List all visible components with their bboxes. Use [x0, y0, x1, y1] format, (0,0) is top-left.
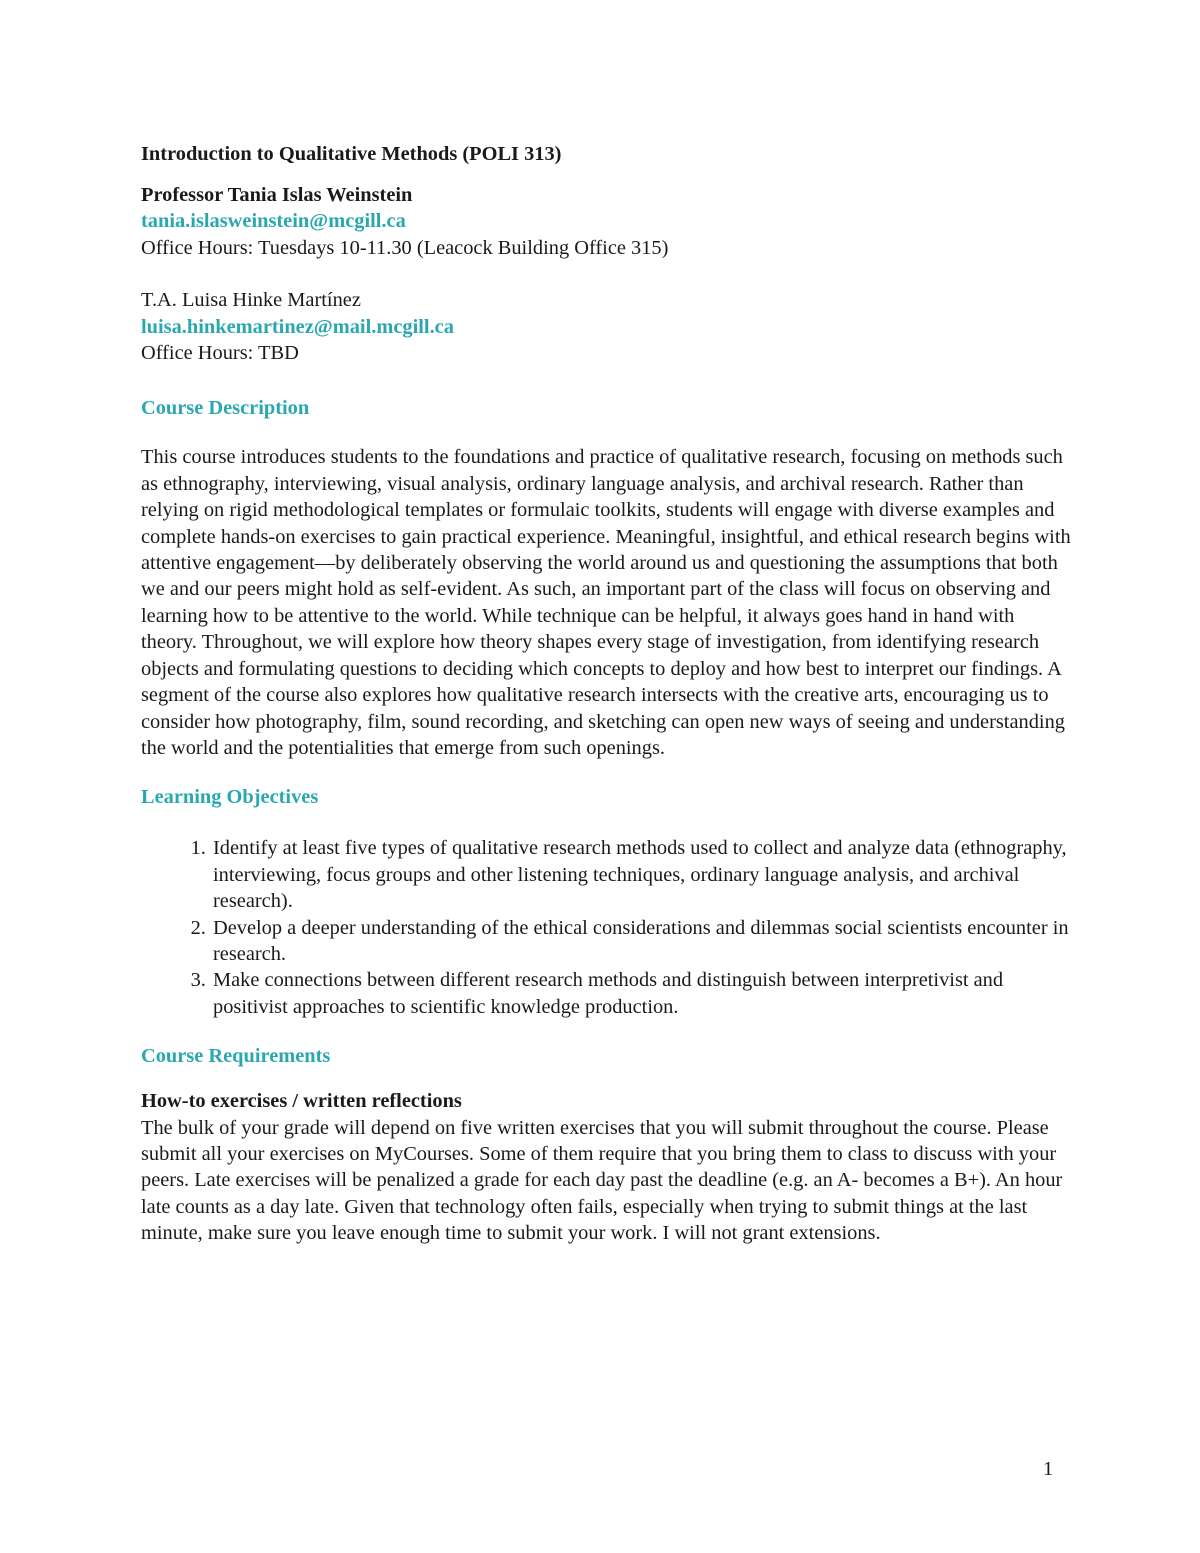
spacer: [141, 261, 1071, 287]
spacer: [141, 424, 1071, 444]
professor-name: Professor Tania Islas Weinstein: [141, 184, 413, 206]
ta-name: T.A. Luisa Hinke Martínez: [141, 289, 361, 312]
professor-office-hours: Office Hours: Tuesdays 10-11.30 (Leacock Building Office 315): [141, 236, 669, 259]
professor-email-link[interactable]: tania.islasweinstein@mcgill.ca: [141, 210, 406, 233]
ta-email-link[interactable]: luisa.hinkemartinez@mail.mcgill.ca: [141, 315, 454, 338]
spacer: [141, 1072, 1071, 1088]
course-description-heading: Course Description: [141, 397, 310, 420]
ta-office-hours: Office Hours: TBD: [141, 342, 299, 365]
course-description-body: This course introduces students to the foundations and practice of qualitative research, focusing on methods such as ethnography, interviewing, visual analysis, ordinary language analysis, and archival research. Rather than relying on rigid methodological templates or formulaic toolkits, students will engage with diverse examples and complete hands-on exercises to gain practical experience. Meaningful, insightful, and ethical research begins with attentive engagement—by deliberately observing the world around us and questioning the assumptions that both we and our peers might hold as self-evident. As such, an important part of the class will focus on observing and learning how to be attentive to the world. While technique can be helpful, it always goes hand in hand with theory. Throughout, we will explore how theory shapes every stage of investigation, from identifying research objects and formulating questions to deciding which concepts to deploy and how best to interpret our findings. A segment of the course also explores how qualitative research intersects with the creative arts, encouraging us to consider how photography, film, sound recording, and sketching can open new ways of seeing and understanding the world and the potentialities that emerge from such openings.: [141, 446, 1071, 759]
page-number: 1: [1043, 1458, 1054, 1480]
course-requirements-body: The bulk of your grade will depend on five written exercises that you will submit throughout the course. Please submit all your exercises on MyCourses. Some of them require that you bring them to class to discuss with your peers. Late exercises will be penalized a grade for each day past the deadline (e.g. an A- becomes a B+). An hour late counts as a day late. Given that technology often fails, especially when trying to submit things at the last minute, make sure you leave enough time to submit your work. I will not grant extensions.: [141, 1116, 1063, 1245]
spacer: [141, 761, 1071, 781]
course-requirements-heading: Course Requirements: [141, 1045, 331, 1068]
spacer: [141, 366, 1071, 392]
list-item: 1. Identify at least five types of qualitative research methods used to collect and analyze data (ethnography, interviewing, focus groups and other listening techniques, ordinary language analysis, and archival research).: [211, 835, 1071, 914]
course-title: Introduction to Qualitative Methods (POLI 313): [141, 143, 562, 165]
list-item: 3. Make connections between different research methods and distinguish between interpretivist and positivist approaches to scientific knowledge production.: [211, 967, 1071, 1020]
list-item: 2. Develop a deeper understanding of the ethical considerations and dilemmas social scientists encounter in research.: [211, 915, 1071, 968]
spacer: [141, 1020, 1071, 1040]
exercises-subheading: How-to exercises / written reflections: [141, 1090, 462, 1113]
document-page: [141, 138, 1071, 1247]
spacer: [141, 813, 1071, 835]
learning-objectives-list: [141, 835, 1071, 1020]
learning-objectives-heading: Learning Objectives: [141, 786, 319, 809]
